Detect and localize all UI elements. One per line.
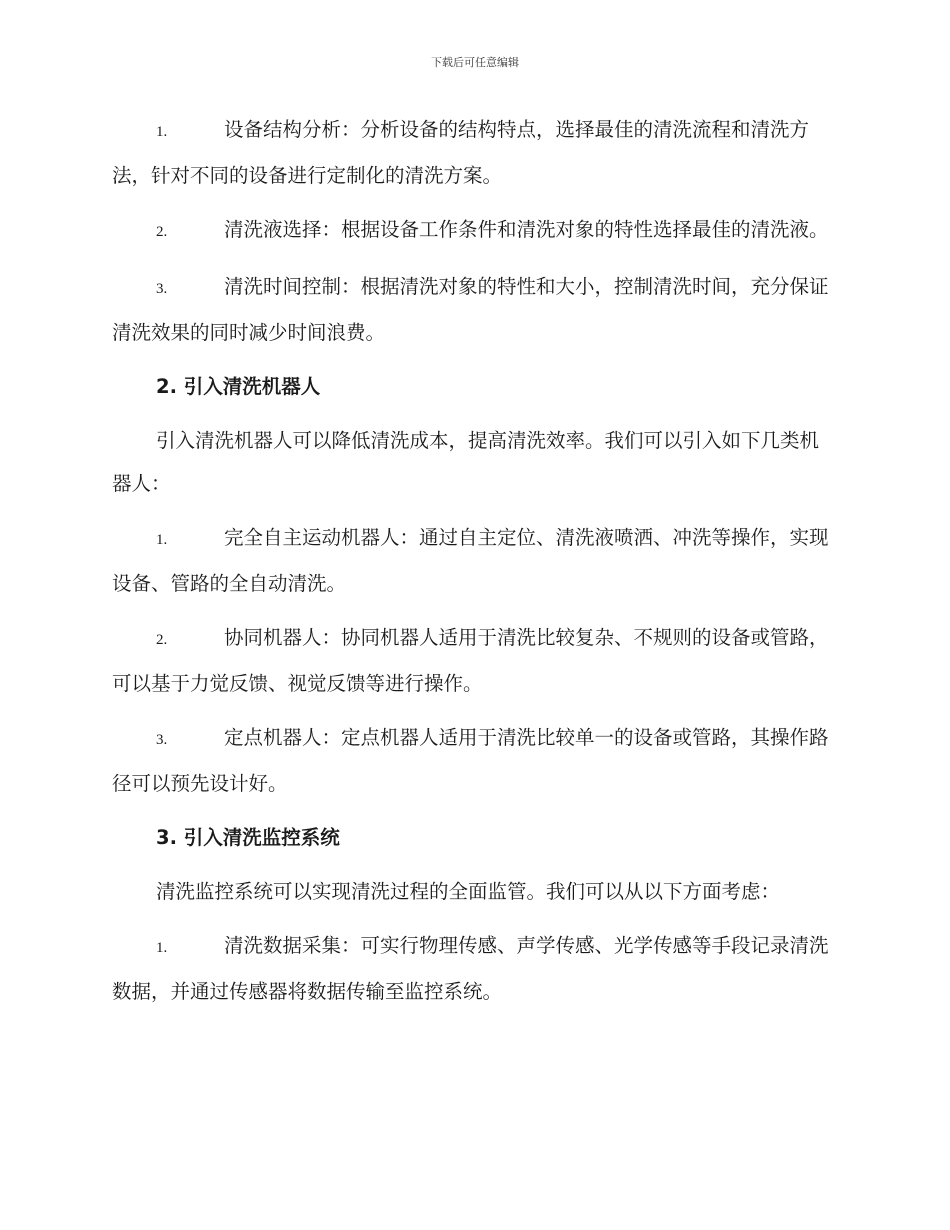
- section-heading: 3. 引入清洗监控系统: [156, 826, 340, 849]
- list-text: 完全自主运动机器人：通过自主定位、清洗液喷洒、冲洗等操作，实现设备、管路的全自动清洗。: [112, 526, 829, 595]
- list-number: 2.: [156, 632, 168, 648]
- list-text: 清洗液选择：根据设备工作条件和清洗对象的特性选择最佳的清洗液。: [224, 218, 829, 241]
- list-number: 1.: [156, 124, 168, 140]
- list-text: 定点机器人：定点机器人适用于清洗比较单一的设备或管路，其操作路径可以预先设计好。: [112, 726, 829, 795]
- section-heading: 2. 引入清洗机器人: [156, 375, 321, 398]
- list-item: [112, 265, 834, 354]
- section-intro: 引入清洗机器人可以降低清洗成本，提高清洗效率。我们可以引入如下几类机器人：: [112, 429, 820, 495]
- list-number: 1.: [156, 532, 168, 548]
- list-text: 清洗时间控制：根据清洗对象的特性和大小，控制清洗时间，充分保证清洗效果的同时减少时间浪费。: [112, 275, 829, 344]
- document-body: [112, 108, 834, 1024]
- list-item: [112, 108, 834, 197]
- list-number: 3.: [156, 281, 168, 297]
- list-number: 3.: [156, 732, 168, 748]
- section-intro: 清洗监控系统可以实现清洗过程的全面监管。我们可以从以下方面考虑：: [156, 880, 781, 903]
- list-number: 2.: [156, 224, 168, 240]
- list-text: 设备结构分析：分析设备的结构特点，选择最佳的清洗流程和清洗方法，针对不同的设备进行定制化的清洗方案。: [112, 118, 810, 187]
- list-item: [112, 516, 834, 605]
- page-header: 下载后可任意编辑: [431, 56, 519, 69]
- list-item: [112, 616, 834, 705]
- list-text: 协同机器人：协同机器人适用于清洗比较复杂、不规则的设备或管路，可以基于力觉反馈、视觉反馈等进行操作。: [112, 626, 829, 695]
- list-number: 1.: [156, 940, 168, 956]
- list-item: [112, 924, 834, 1013]
- list-text: 清洗数据采集：可实行物理传感、声学传感、光学传感等手段记录清洗数据，并通过传感器将数据传输至监控系统。: [112, 934, 829, 1003]
- list-item: [112, 208, 834, 254]
- list-item: [112, 716, 834, 805]
